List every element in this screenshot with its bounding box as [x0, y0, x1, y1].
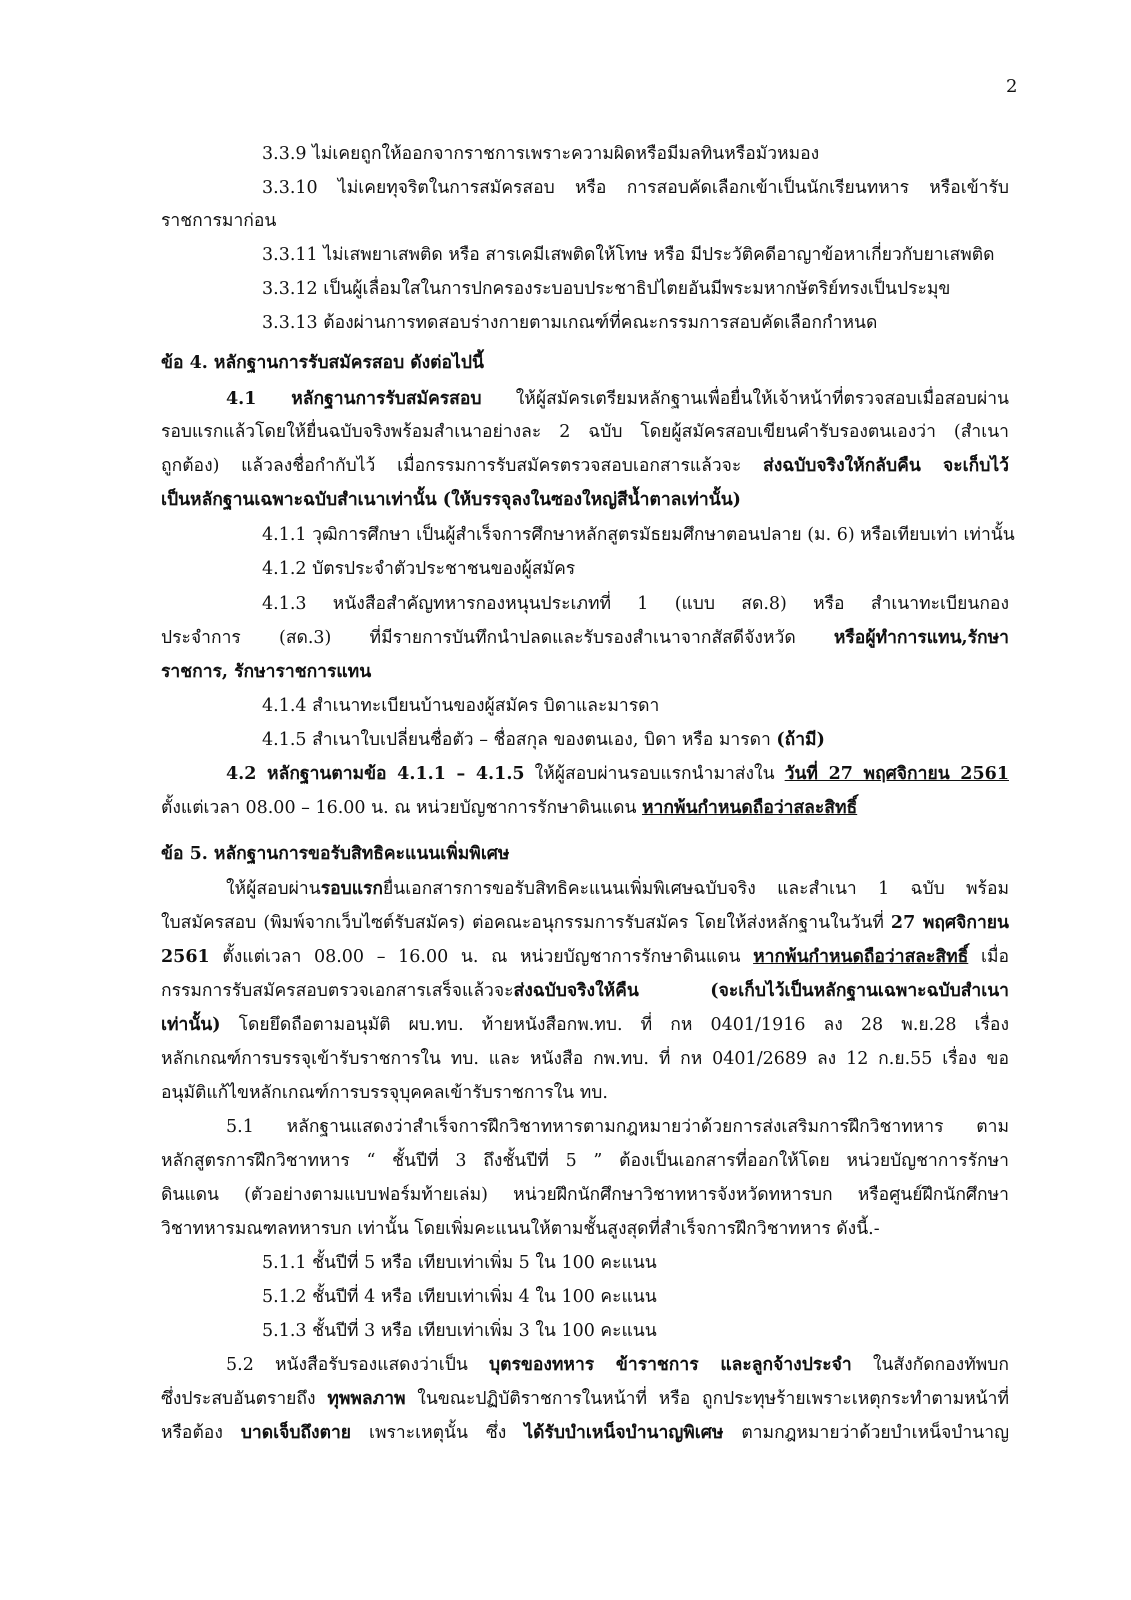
- para-4-2-line2: [161, 800, 857, 818]
- item-4-1-3-line1: [262, 596, 1009, 614]
- para-4-1-line1: [226, 391, 1009, 409]
- para-5-1-line1: [226, 1119, 1009, 1137]
- text-run: 4.2 หลักฐานตามข้อ 4.1.1 – 4.1.5: [226, 764, 525, 784]
- item-4-1-4: [262, 698, 659, 716]
- text-run: 5.1.1 ชั้นปีที่ 5 หรือ เทียบเท่าเพิ่ม 5 ใน 100 คะแนน: [262, 1253, 657, 1273]
- text-run: หลักสูตรการฝึกวิชาทหาร “ ชั้นปีที่ 3 ถึงชั้นปีที่ 5 ” ต้องเป็นเอกสารที่ออกให้โดย หน่วยบัญชาการรักษา: [161, 1151, 1009, 1171]
- section-4-heading: [161, 355, 484, 373]
- text-run: 4.1.5 สำเนาใบเปลี่ยนชื่อตัว – ชื่อสกุล ของตนเอง, บิดา หรือ มารดา: [262, 730, 777, 750]
- para-4-1-line2: [161, 424, 1009, 442]
- text-run: ในสังกัดกองทัพบก: [851, 1355, 1009, 1375]
- item-4-1-1: [262, 527, 1015, 545]
- para-5-line4: [161, 983, 1009, 1001]
- text-run: ทุพพลภาพ: [327, 1389, 406, 1409]
- text-run: หรือผู้ทำการแทน,รักษา: [833, 628, 1009, 648]
- text-run: 2561: [161, 947, 210, 967]
- text-run: ตามกฎหมายว่าด้วยบำเหน็จบำนาญ: [723, 1423, 1009, 1443]
- line-3-3-9: [262, 146, 819, 164]
- line-3-3-11: [262, 247, 995, 265]
- text-run: 4.1.2 บัตรประจำตัวประชาชนของผู้สมัคร: [262, 559, 576, 579]
- text-run: หากพ้นกำหนดถือว่าสละสิทธิ์: [641, 798, 858, 818]
- text-run: ราชการ, รักษาราชการแทน: [161, 662, 372, 682]
- text-run: ในขณะปฏิบัติราชการในหน้าที่ หรือ ถูกประทุษร้ายเพราะเหตุกระทำตามหน้าที่: [405, 1389, 1009, 1409]
- text-run: เพราะเหตุนั้น ซึ่ง: [351, 1423, 525, 1443]
- text-run: 5.2 หนังสือรับรองแสดงว่าเป็น: [226, 1355, 489, 1375]
- para-5-line3: [161, 949, 1009, 967]
- item-5-1-3: [262, 1323, 657, 1341]
- para-5-1-line2: [161, 1153, 1009, 1171]
- para-5-line7: [161, 1085, 608, 1103]
- para-5-2-line2: [161, 1391, 1009, 1409]
- item-4-1-3-line3: [161, 664, 371, 682]
- text-run: รอบแรกแล้วโดยให้ยื่นฉบับจริงพร้อมสำเนาอย่างละ 2 ฉบับ โดยผู้สมัครสอบเขียนคำรับรองตนเองว่า (สำเนา: [161, 422, 1009, 442]
- text-run: ราชการมาก่อน: [161, 211, 277, 231]
- text-run: 4.1.3 หนังสือสำคัญทหารกองหนุนประเภทที่ 1 (แบบ สด.8) หรือ สำเนาทะเบียนกอง: [262, 594, 1009, 614]
- para-5-line5: [161, 1017, 1009, 1035]
- text-run: ข้อ 5. หลักฐานการขอรับสิทธิคะแนนเพิ่มพิเศษ: [161, 844, 510, 864]
- text-run: โดยยึดถือตามอนุมัติ ผบ.ทบ. ท้ายหนังสือกพ.ทบ. ที่ กห 0401/1916 ลง 28 พ.ย.28 เรื่อง: [220, 1015, 1009, 1035]
- text-run: กรรมการรับสมัครสอบตรวจเอกสารเสร็จแล้วจะ: [161, 981, 514, 1001]
- para-5-line6: [161, 1051, 1009, 1069]
- text-run: 5.1.2 ชั้นปีที่ 4 หรือ เทียบเท่าเพิ่ม 4 ใน 100 คะแนน: [262, 1287, 657, 1307]
- para-4-1-line3: [161, 458, 1009, 476]
- text-run: เมื่อ: [968, 947, 1009, 967]
- para-5-2-line1: [226, 1357, 1009, 1375]
- text-run: 3.3.11 ไม่เสพยาเสพติด หรือ สารเคมีเสพติดให้โทษ หรือ มีประวัติคดีอาญาข้อหาเกี่ยวกับยาเสพติด: [262, 245, 995, 265]
- text-run: ถูกต้อง) แล้วลงชื่อกำกับไว้ เมื่อกรรมการรับสมัครตรวจสอบเอกสารแล้วจะ: [161, 456, 764, 476]
- item-5-1-1: [262, 1255, 657, 1273]
- para-4-1-line4: [161, 492, 741, 510]
- text-run: หลักเกณฑ์การบรรจุเข้ารับราชการใน ทบ. และ หนังสือ กพ.ทบ. ที่ กห 0401/2689 ลง 12 ก.ย.55 เรื่อง ขอ: [161, 1049, 1009, 1069]
- text-run: 4.1.4 สำเนาทะเบียนบ้านของผู้สมัคร บิดาและมารดา: [262, 696, 660, 716]
- text-run: ให้ผู้สอบผ่าน: [226, 879, 321, 899]
- text-run: ตั้งแต่เวลา 08.00 – 16.00 น. ณ หน่วยบัญชาการรักษาดินแดน: [161, 798, 642, 818]
- para-5-1-line3: [161, 1187, 1009, 1205]
- text-run: หรือต้อง: [161, 1423, 241, 1443]
- text-run: ส่งฉบับจริงให้คืน (จะเก็บไว้เป็นหลักฐานเฉพาะฉบับสำเนา: [513, 981, 1009, 1001]
- text-run: ยื่นเอกสารการขอรับสิทธิคะแนนเพิ่มพิเศษฉบับจริง และสำเนา 1 ฉบับ พร้อม: [382, 879, 1009, 899]
- text-run: ให้ผู้สมัครเตรียมหลักฐานเพื่อยื่นให้เจ้าหน้าที่ตรวจสอบเมื่อสอบผ่าน: [481, 389, 1009, 409]
- text-run: ใบสมัครสอบ (พิมพ์จากเว็บไซต์รับสมัคร) ต่อคณะอนุกรรมการรับสมัคร โดยให้ส่งหลักฐานในวันที่: [161, 913, 891, 933]
- text-run: รอบแรก: [320, 879, 383, 899]
- text-run: วันที่ 27 พฤศจิกายน 2561: [784, 764, 1009, 784]
- line-3-3-10: [262, 180, 1009, 198]
- text-run: ซึ่งประสบอันตรายถึง: [161, 1389, 328, 1409]
- text-run: วิชาทหารมณฑลทหารบก เท่านั้น โดยเพิ่มคะแนนให้ตามชั้นสูงสุดที่สำเร็จการฝึกวิชาทหาร ดังนี้.-: [161, 1219, 880, 1239]
- text-run: 5.1 หลักฐานแสดงว่าสำเร็จการฝึกวิชาทหารตามกฎหมายว่าด้วยการส่งเสริมการฝึกวิชาทหาร ตาม: [226, 1117, 1009, 1137]
- item-4-1-2: [262, 561, 575, 579]
- text-run: 3.3.9 ไม่เคยถูกให้ออกจากราชการเพราะความผิดหรือมีมลทินหรือมัวหมอง: [262, 144, 820, 164]
- para-5-2-line3: [161, 1425, 1009, 1443]
- text-run: ข้อ 4. หลักฐานการรับสมัครสอบ ดังต่อไปนี้: [161, 353, 484, 373]
- text-run: 3.3.10 ไม่เคยทุจริตในการสมัครสอบ หรือ การสอบคัดเลือกเข้าเป็นนักเรียนทหาร หรือเข้ารับ: [262, 178, 1009, 198]
- text-run: อนุมัติแก้ไขหลักเกณฑ์การบรรจุบุคคลเข้ารับราชการใน ทบ.: [161, 1083, 608, 1103]
- page-number: 2: [1006, 76, 1018, 97]
- text-run: 4.1 หลักฐานการรับสมัครสอบ: [226, 389, 482, 409]
- text-run: ตั้งแต่เวลา 08.00 – 16.00 น. ณ หน่วยบัญชาการรักษาดินแดน: [209, 947, 754, 967]
- text-run: 27 พฤศจิกายน: [890, 913, 1009, 933]
- para-5-line2: [161, 915, 1009, 933]
- text-run: เท่านั้น): [161, 1015, 221, 1035]
- para-5-line1: [226, 881, 1009, 899]
- text-run: 4.1.1 วุฒิการศึกษา เป็นผู้สำเร็จการศึกษาหลักสูตรมัธยมศึกษาตอนปลาย (ม. 6) หรือเทียบเท่า เท่านั้น: [262, 525, 1015, 545]
- item-4-1-3-line2: [161, 630, 1009, 648]
- text-run: หากพ้นกำหนดถือว่าสละสิทธิ์: [753, 947, 969, 967]
- text-run: 3.3.12 เป็นผู้เลื่อมใสในการปกครองระบอบประชาธิปไตยอันมีพระมหากษัตริย์ทรงเป็นประมุข: [262, 279, 951, 299]
- text-run: ให้ผู้สอบผ่านรอบแรกนำมาส่งใน: [524, 764, 785, 784]
- text-run: ประจำการ (สด.3) ที่มีรายการบันทึกนำปลดและรับรองสำเนาจากสัสดีจังหวัด: [161, 628, 834, 648]
- text-run: บุตรของทหาร ข้าราชการ และลูกจ้างประจำ: [489, 1355, 852, 1375]
- para-4-2-line1: [226, 766, 1009, 784]
- text-run: (ถ้ามี): [776, 730, 825, 750]
- item-5-1-2: [262, 1289, 657, 1307]
- text-run: ได้รับบำเหน็จบำนาญพิเศษ: [524, 1423, 724, 1443]
- text-run: 3.3.13 ต้องผ่านการทดสอบร่างกายตามเกณฑ์ที่คณะกรรมการสอบคัดเลือกกำหนด: [262, 313, 878, 333]
- text-run: ส่งฉบับจริงให้กลับคืน จะเก็บไว้: [763, 456, 1009, 476]
- text-run: 5.1.3 ชั้นปีที่ 3 หรือ เทียบเท่าเพิ่ม 3 ใน 100 คะแนน: [262, 1321, 657, 1341]
- item-4-1-5: [262, 732, 825, 750]
- line-3-3-13: [262, 315, 877, 333]
- line-3-3-12: [262, 281, 950, 299]
- line-3-3-10-cont: [161, 213, 276, 231]
- text-run: บาดเจ็บถึงตาย: [240, 1423, 352, 1443]
- text-run: เป็นหลักฐานเฉพาะฉบับสำเนาเท่านั้น (ให้บรรจุลงในซองใหญ่สีน้ำตาลเท่านั้น): [161, 490, 741, 510]
- para-5-1-line4: [161, 1221, 880, 1239]
- text-run: ดินแดน (ตัวอย่างตามแบบฟอร์มท้ายเล่ม) หน่วยฝึกนักศึกษาวิชาทหารจังหวัดทหารบก หรือศูนย์ฝึกนักศึกษา: [161, 1185, 1009, 1205]
- section-5-heading: [161, 846, 509, 864]
